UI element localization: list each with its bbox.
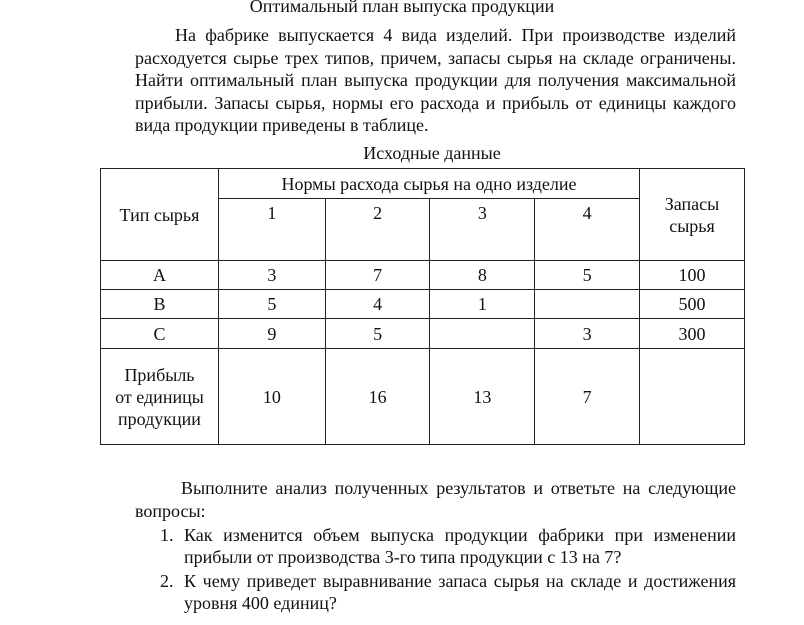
table-cell: 5 (535, 261, 640, 290)
header-product-4: 4 (535, 199, 640, 261)
profit-row (101, 349, 745, 445)
table-row (101, 319, 745, 349)
table-cell: 1 (430, 290, 535, 319)
header-product-3: 3 (430, 199, 535, 261)
header-product-2: 2 (325, 199, 430, 261)
row-label: A (101, 261, 219, 290)
table-cell: 4 (325, 290, 430, 319)
row-label: B (101, 290, 219, 319)
table-cell (430, 319, 535, 349)
question-number: 2. (160, 571, 174, 591)
question-text: К чему приведет выравнивание запаса сырья на складе и достижения уровня 400 единиц? (184, 571, 736, 613)
table-cell: 5 (325, 319, 430, 349)
question-text: Как изменится объем выпуска продукции фабрики при изменении прибыли от производства 3-го типа продукции с 13 на 7? (184, 525, 736, 567)
stock-cell: 100 (639, 261, 744, 290)
row-label: C (101, 319, 219, 349)
table-row (101, 290, 745, 319)
table-cell (535, 290, 640, 319)
table-cell: 7 (535, 349, 640, 445)
table-cell: 7 (325, 261, 430, 290)
header-raw-material-type: Тип сырья (101, 169, 219, 261)
table-cell: 16 (325, 349, 430, 445)
table-cell: 3 (535, 319, 640, 349)
header-consumption-norms: Нормы расхода сырья на одно изделие (218, 169, 639, 199)
stock-cell: 500 (639, 290, 744, 319)
stock-cell: 300 (639, 319, 744, 349)
problem-statement: На фабрике выпускается 4 вида изделий. При производстве изделий расходуется сырье трех типов, причем, запасы сырья на складе ограничены. Найти оптимальный план выпуска продукции для получения максимальной прибыли. Запасы сырья, нормы его расхода и прибыль от единицы каждого вида продукции приведены в таблице. (135, 25, 736, 135)
table-caption: Исходные данные (363, 143, 501, 163)
source-data-table (100, 168, 745, 445)
profit-row-label: Прибыль от единицы продукции (101, 349, 219, 445)
table-cell: 3 (218, 261, 325, 290)
questions-list (160, 524, 736, 616)
table-cell: 5 (218, 290, 325, 319)
list-item (160, 570, 736, 614)
table-cell: 9 (218, 319, 325, 349)
document-title: Оптимальный план выпуска продукции (249, 0, 555, 16)
table-row (101, 261, 745, 290)
table-cell: 8 (430, 261, 535, 290)
table-cell: 10 (218, 349, 325, 445)
header-stock: Запасы сырья (639, 169, 744, 261)
header-product-1: 1 (218, 199, 325, 261)
question-number: 1. (160, 525, 174, 545)
analysis-instructions: Выполните анализ полученных результатов и ответьте на следующие вопросы: (135, 478, 736, 521)
stock-cell (639, 349, 744, 445)
list-item (160, 524, 736, 568)
table-cell: 13 (430, 349, 535, 445)
